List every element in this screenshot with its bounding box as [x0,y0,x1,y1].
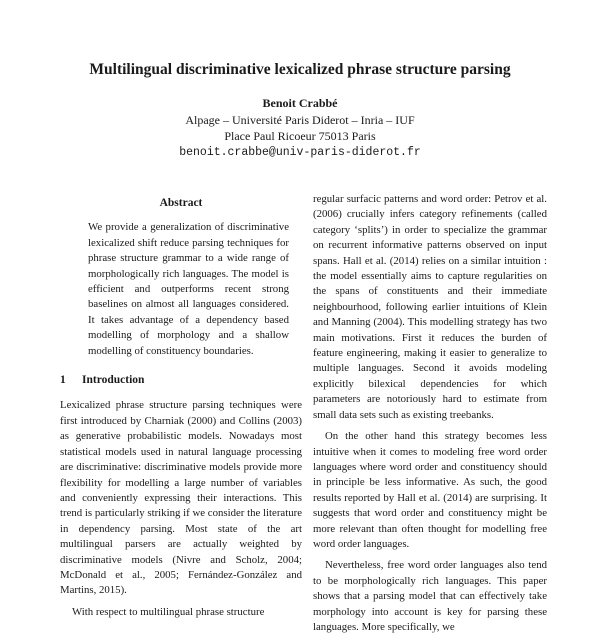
section-heading [60,373,302,388]
author-address: Place Paul Ricoeur 75013 Paris [224,129,376,143]
right-paragraph-3: Nevertheless, free word order languages also tend to be morphologically rich languages. This paper shows that a parsing model that can effectively take morphology into account is key for parsing these languages. More specifically, we [313,559,547,633]
author-email: benoit.crabbe@univ-paris-diderot.fr [179,145,421,159]
intro-paragraph-2: With respect to multilingual phrase structure [72,605,265,618]
abstract-heading: Abstract [159,197,203,209]
author-name: Benoit Crabbé [262,96,338,110]
paper-title: Multilingual discriminative lexicalized phrase structure parsing [89,61,511,78]
right-paragraph-2: On the other hand this strategy becomes less intuitive when it comes to modeling free word order languages where word order and constituency should in principle be less informative. As such, the good results reported by Hall et al. (2014) are surprising. It suggests that word order and constituency might be more relevant than often thought for modelling free word order languages. [313,430,547,550]
right-paragraph-1: regular surfacic patterns and word order: Petrov et al. (2006) crucially infers category refinements (called category ‘splits’) in order to specialize the grammar on recurrent informative patterns observed on input spans. Hall et al. (2014) relies on a similar intuition : the model essentially aims to capture regularities on the spans of constituents and their immediate neighbourhood, following earlier intuitions of Klein and Manning (2004). This modelling strategy has two main motivations. First it reduces the burden of feature engineering, making it easier to generalize to multiple languages. Second it avoids modeling explicitly bilexical dependencies for which parameters are notoriously hard to estimate from small data sets such as existing treebanks. [313,193,547,421]
author-block [0,95,600,161]
author-affiliation: Alpage – Université Paris Diderot – Inria – IUF [185,112,415,127]
right-column [313,192,547,635]
abstract-text: We provide a generalization of discriminative lexicalized shift reduce parsing techniques for phrase structure grammar to a wide range of morphologically rich languages. The model is efficient and outperforms recent strong baselines on almost all languages considered. It takes advantage of a dependency based modelling of morphology and a shallow modelling of constituency boundaries. [88,221,289,357]
section-number: 1 [60,374,66,387]
section-title: Introduction [82,374,145,387]
left-column [60,192,302,620]
intro-paragraph-1: Lexicalized phrase structure parsing techniques were first introduced by Charniak (2000) and Collins (2003) as generative probabilistic models. Nowadays most statistical models used in natural language processing are discriminative: discriminative models provide more flexibility for modelling a large number of variables and conveniently expressing their interactions. This trend is particularly striking if we consider the literature in dependency parsing. Most state of the art multilingual parsers are actually weighted by discriminative models (Nivre and Scholz, 2004; McDonald et al., 2005; Fernández-González and Martins, 2015). [60,399,302,597]
